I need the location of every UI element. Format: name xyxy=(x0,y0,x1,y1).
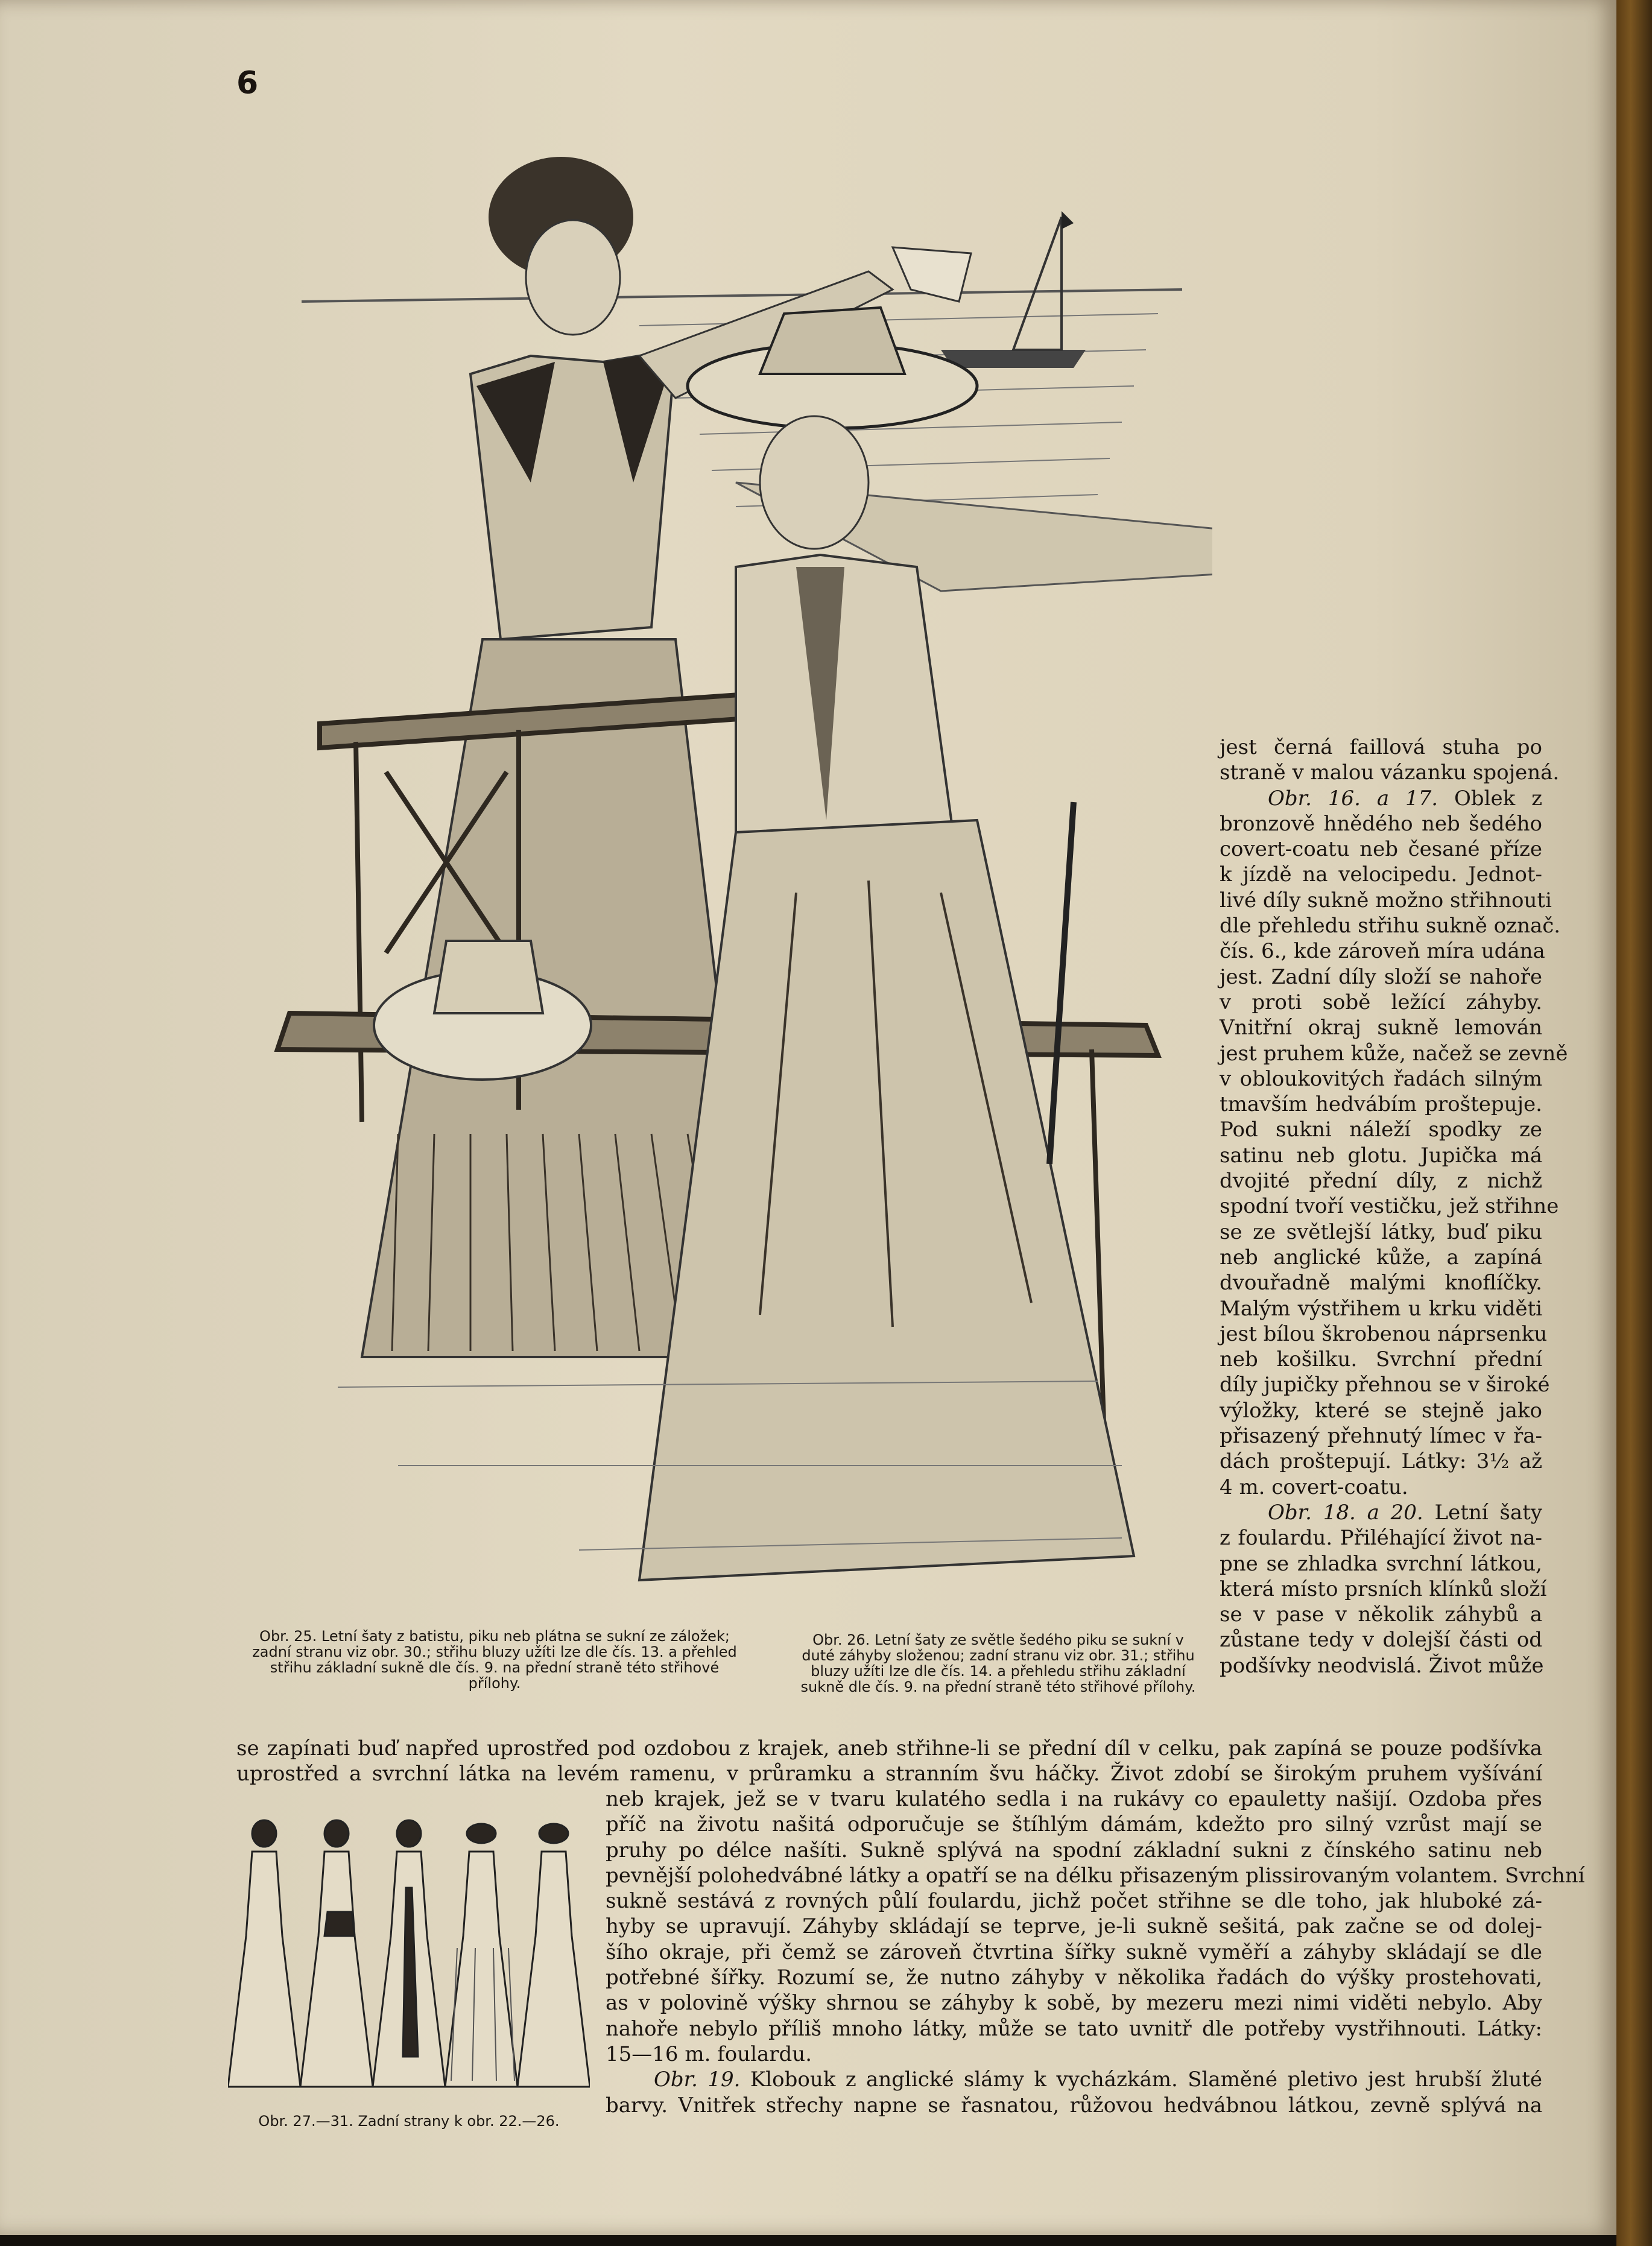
text-line: pne se zhladka svrchní látkou, xyxy=(1220,1551,1542,1576)
text-line: nahoře nebylo příliš mnoho látky, může se tato uvnitř dle potřeby vystřihnouti. Látky: xyxy=(606,2016,1542,2041)
text-line: neb anglické kůže, a zapíná xyxy=(1220,1245,1542,1270)
text-line: covert-coatu neb česané příze xyxy=(1220,837,1542,862)
text-line: která místo prsních klínků složí xyxy=(1220,1577,1547,1601)
text-line: tmavším hedvábím proštepuje. xyxy=(1220,1092,1542,1117)
back-views-illustration-fig27-31 xyxy=(228,1815,590,2099)
text-line: satinu neb glotu. Jupička má xyxy=(1220,1143,1542,1168)
text-line: se zapínati buď napřed uprostřed pod ozdobou z krajek, aneb střihne-li se přední díl v celku, pak zapíná se pouze podšívka xyxy=(236,1736,1542,1760)
figure-reference: Obr. 19. xyxy=(654,2067,741,2092)
text-line: hyby se upravují. Záhyby skládají se teprve, je-li sukně sešitá, pak začne se od dolej- xyxy=(606,1914,1542,1939)
text-line: zůstane tedy v dolejší části od xyxy=(1220,1628,1542,1653)
text-line: Oblek z xyxy=(1454,786,1542,811)
text-line: Pod sukni náleží spodky ze xyxy=(1220,1118,1542,1142)
text-line: z foulardu. Přiléhající život na- xyxy=(1220,1526,1542,1551)
illustration-drawing xyxy=(217,109,1212,1628)
book-edge xyxy=(1616,0,1652,2246)
text-line: jest černá faillová stuha po xyxy=(1220,735,1542,759)
text-line: k jízdě na velocipedu. Jednot- xyxy=(1220,862,1542,887)
caption-fig27-31: Obr. 27.—31. Zadní strany k obr. 22.—26. xyxy=(258,2113,560,2130)
text-line: pevnější polohedvábné látky a opatří se na délku přisazeným plissirovaným volantem. Svrchní xyxy=(606,1863,1585,1888)
text-line: barvy. Vnitřek střechy napne se řasnatou, růžovou hedvábnou látkou, zevně splývá na xyxy=(606,2093,1542,2118)
text-line: jest pruhem kůže, načež se zevně xyxy=(1220,1041,1568,1066)
text-line: se v pase v několik záhybů a xyxy=(1220,1602,1542,1627)
text-line: jest bílou škrobenou náprsenku xyxy=(1220,1321,1548,1346)
text-line: přisazený přehnutý límec v řa- xyxy=(1220,1424,1542,1449)
text-line: potřebné šířky. Rozumí se, že nutno záhyby v několika řadách do výšky prostehovati, xyxy=(606,1966,1542,1990)
text-line: jest. Zadní díly složí se nahoře xyxy=(1220,964,1542,989)
text-line: Malým výstřihem u krku viděti xyxy=(1220,1296,1542,1321)
text-line: dvouřadně malými knoflíčky. xyxy=(1220,1271,1542,1295)
back-views-drawing xyxy=(228,1815,590,2099)
page-number: 6 xyxy=(236,65,259,101)
figure-reference: Obr. 16. a 17. xyxy=(1268,786,1438,811)
text-line: v obloukovitých řadách silným xyxy=(1220,1066,1542,1091)
paragraph-intro xyxy=(1220,735,1560,786)
text-line: v proti sobě ležící záhyby. xyxy=(1220,990,1542,1014)
paragraph-obr18 xyxy=(1220,1500,1547,1678)
text-line: sukně sestává z rovných půlí foulardu, jichž počet střihne se dle toho, jak hluboké zá- xyxy=(606,1889,1542,1914)
right-text-column xyxy=(1220,735,1568,1678)
text-line: Letní šaty xyxy=(1434,1500,1542,1525)
text-line: výložky, které se stejně jako xyxy=(1220,1398,1542,1423)
text-line: šího okraje, při čemž se zároveň čtvrtina šířky sukně vyměří a záhyby skládají se dle xyxy=(606,1940,1542,1964)
caption-fig25: Obr. 25. Letní šaty z batistu, piku neb plátna se sukní ze záložek; zadní stranu viz obr. 30.; střihu bluzy užíti lze dle čís. 13. a přehled střihu základní sukně dle čís. 9. na přední straně této střihové přílohy. xyxy=(252,1628,737,1692)
text-line: bronzově hnědého neb šedého xyxy=(1220,811,1542,836)
text-line: dách proštepují. Látky: 3½ až xyxy=(1220,1449,1542,1474)
text-line: Klobouk z anglické slámy k vycházkám. Slaměné pletivo jest hrubší žluté xyxy=(750,2067,1543,2092)
text-line: 15—16 m. foulardu. xyxy=(606,2042,812,2066)
text-line: dle přehledu střihu sukně označ. xyxy=(1220,914,1561,938)
bottom-full-width-text xyxy=(236,1736,1542,1787)
text-line: dvojité přední díly, z nichž xyxy=(1220,1169,1542,1194)
text-line: spodní tvoří vestičku, jež střihne xyxy=(1220,1194,1559,1219)
text-line: podšívky neodvislá. Život může xyxy=(1220,1653,1544,1678)
text-line: uprostřed a svrchní látka na levém ramenu, v průramku a stranním švu háčky. Život zdobí se širokým pruhem vyšívání xyxy=(236,1762,1542,1786)
text-line: neb krajek, jež se v tvaru kulatého sedla i na rukávy co epauletty našijí. Ozdoba přes xyxy=(606,1787,1542,1811)
text-line: straně v malou vázanku spojená. xyxy=(1220,761,1560,785)
text-line: příč na životu našitá odporučuje se štíhlým dámám, kdežto pro silný vzrůst mají se xyxy=(606,1812,1542,1837)
caption-fig26: Obr. 26. Letní šaty ze světle šedého piku se sukní v duté záhyby složenou; zadní stranu viz obr. 31.; střihu bluzy užíti lze dle čís. 14. a přehledu střihu základní sukně dle čís. 9. na přední straně této střihové přílohy. xyxy=(800,1631,1196,1695)
text-line: neb košilku. Svrchní přední xyxy=(1220,1347,1542,1372)
fashion-illustration-fig25-26 xyxy=(217,109,1212,1628)
text-line: díly jupičky přehnou se v široké xyxy=(1220,1373,1550,1397)
figure-reference: Obr. 18. a 20. xyxy=(1268,1500,1423,1525)
paragraph-obr16 xyxy=(1220,786,1568,1500)
text-line: pruhy po délce našíti. Sukně splývá na spodní základní sukni z čínského satinu neb xyxy=(606,1838,1542,1862)
text-line: čís. 6., kde zároveň míra udána xyxy=(1220,939,1545,964)
text-line: livé díly sukně možno střihnouti xyxy=(1220,888,1552,913)
text-line: 4 m. covert-coatu. xyxy=(1220,1475,1408,1499)
text-line: as v polovině výšky shrnou se záhyby k sobě, by mezeru mezi nimi viděti nebylo. Aby xyxy=(606,1991,1542,2016)
text-line: Vnitřní okraj sukně lemován xyxy=(1220,1016,1542,1040)
text-line: se ze světlejší látky, buď piku xyxy=(1220,1219,1542,1244)
bottom-right-text xyxy=(606,1786,1585,2118)
